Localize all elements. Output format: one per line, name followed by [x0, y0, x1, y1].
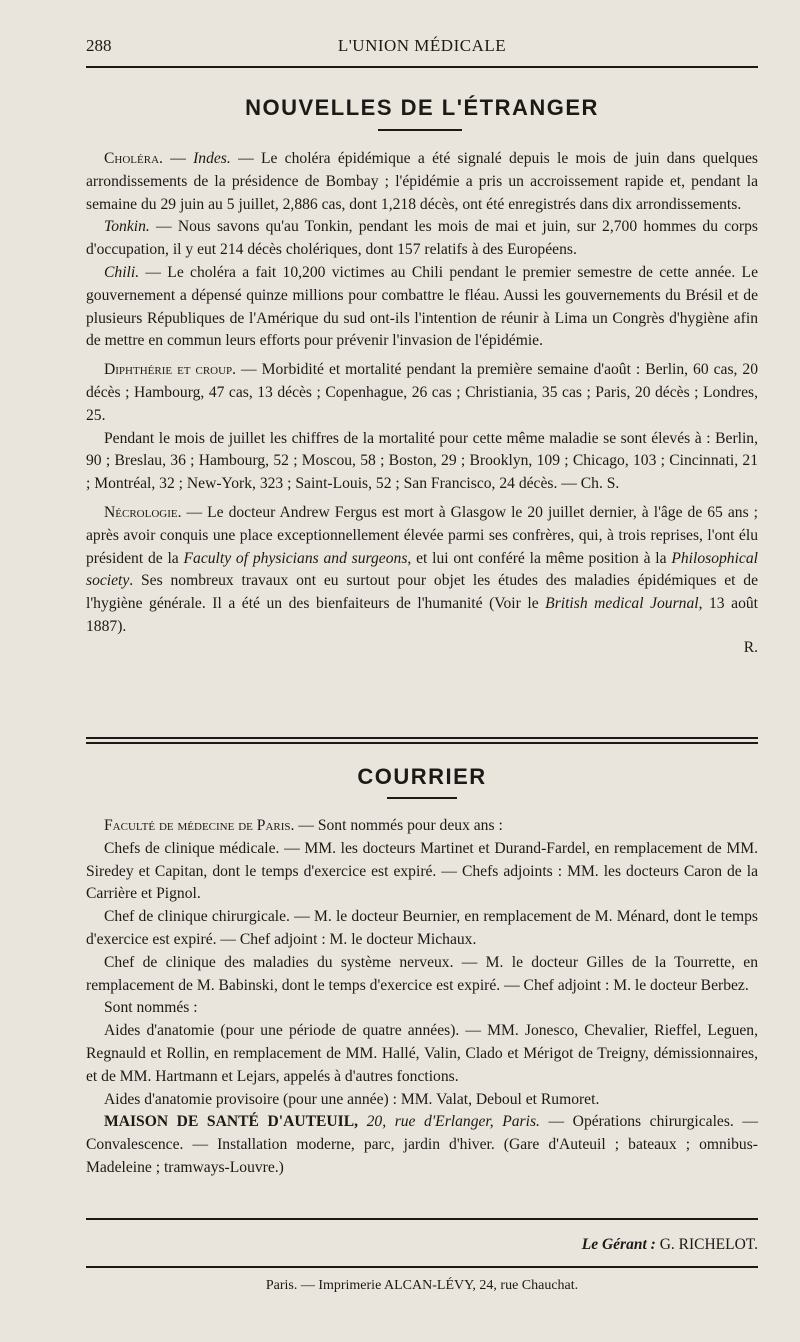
necrologie-heading: Nécrologie.	[104, 503, 182, 521]
cholera-indes-paragraph: Choléra. — Indes. — Le choléra épidémique a été signalé depuis le mois de juin dans quelques arrondissements de la présidence de Bombay ; l'épidémie a pris un accroissement rapide et, pendant la semaine du 29 juin au 5 juillet, 2,886 cas, dont 1,218 décès, ont été enregistrés dans dix arrondissements.	[86, 150, 759, 213]
clinique-chirurgicale-paragraph: Chef de clinique chirurgicale. — M. le docteur Beurnier, en remplacement de M. Ménard, dont le temps d'exercice est expiré. — Chef adjoint : M. le docteur Michaux.	[86, 908, 758, 948]
faculty-name: Faculty of physicians and surgeons	[183, 549, 408, 567]
cholera-heading: Choléra.	[104, 150, 163, 167]
gerant-name: G. RICHELOT.	[659, 1236, 758, 1253]
chili-label: Chili.	[104, 263, 140, 281]
chili-text: Le choléra a fait 10,200 victimes au Chili pendant le premier semestre de cette année. Le gouvernement a dépensé quinze millions pour combattre le fléau. Aussi les gouvernements du Brésil et de plusieurs Républiques de l'Amérique du sud ont-ils l'intention de réunir à Lima un Congrès d'hygiène afin de mettre en commun leurs efforts pour prévenir l'invasion de l'épidémie.	[86, 263, 758, 350]
section-divider-top	[86, 737, 758, 739]
maison-name: MAISON DE SANTÉ D'AUTEUIL,	[104, 1113, 359, 1131]
nouvelles-body	[86, 148, 758, 660]
necrologie-paragraph: Nécrologie. — Le docteur Andrew Fergus est mort à Glasgow le 20 juillet dernier, à l'âge de 65 ans ; après avoir conquis une place exceptionnellement élevée parmi ses confrères, qui, à trois reprises, l'ont élu président de la Faculty of physicians and surgeons, et lui ont conféré la même position à la Philosophical society. Ses nombreux travaux ont eu surtout pour objet les études des maladies épidémiques et de l'hygiène générale. Il a été un des bienfaiteurs de l'humanité (Voir le British medical Journal, 13 août 1887).	[86, 503, 758, 635]
faculte-text: — Sont nommés pour deux ans :	[298, 817, 503, 834]
gerant-label: Le Gérant :	[581, 1236, 656, 1253]
tonkin-paragraph: Tonkin. — Nous savons qu'au Tonkin, pendant les mois de mai et juin, sur 2,700 hommes du corps d'occupation, il y eut 214 décès cholériques, dont 157 relatifs à des Européens.	[86, 218, 758, 259]
indes-text: Le choléra épidémique a été signalé depuis le mois de juin dans quelques arrondissements de la présidence de Bombay ; l'épidémie a pris un accroissement rapide et, pendant la semaine du 29 juin au 5 juillet, 2,886 cas, dont 1,218 décès, ont été enregistrés dans dix arrondissements.	[86, 150, 759, 213]
aides-anatomie-paragraph: Aides d'anatomie (pour une période de quatre années). — MM. Jonesco, Chevalier, Rieffel, Leguen, Regnauld et Rollin, en remplacement de MM. Hallé, Valin, Clado et Mérigot de Treigny, démissionnaires, et de MM. Hartmann et Lejars, appelés à d'autres fonctions.	[86, 1022, 758, 1085]
clinique-medicale-paragraph: Chefs de clinique médicale. — MM. les docteurs Martinet et Durand-Fardel, en remplacement de MM. Siredey et Capitan, dont le temps d'exercice est expiré. — Chefs adjoints : MM. les docteurs Caron de la Carrière et Pignol.	[86, 839, 758, 903]
section-divider-bottom	[86, 742, 758, 744]
maison-sante-paragraph	[86, 1111, 758, 1179]
footer-rule-mid	[86, 1266, 758, 1268]
faculte-heading: Faculté de médecine de Paris.	[104, 817, 295, 834]
chili-paragraph: Chili. — Le choléra a fait 10,200 victimes au Chili pendant le premier semestre de cette année. Le gouvernement a dépensé quinze millions pour combattre le fléau. Aussi les gouvernements du Brésil et de plusieurs Républiques de l'Amérique du sud ont-ils l'intention de réunir à Lima un Congrès d'hygiène afin de mettre en commun leurs efforts pour prévenir l'invasion de l'épidémie.	[86, 263, 758, 350]
diphtherie-paragraph-2	[86, 428, 758, 496]
printer-line: Paris. — Imprimerie ALCAN-LÉVY, 24, rue Chauchat.	[265, 1278, 579, 1293]
running-header	[86, 36, 758, 62]
maison-text: — Opérations chirurgicales. — Convalescence. — Installation moderne, parc, jardin d'hiver. (Gare d'Auteuil ; bateaux ; omnibus-Madeleine ; tramways-Louvre.)	[86, 1113, 758, 1176]
maison-address: 20, rue d'Erlanger, Paris.	[366, 1113, 540, 1131]
tonkin-text: Nous savons qu'au Tonkin, pendant les mois de mai et juin, sur 2,700 hommes du corps d'occupation, il y eut 214 décès cholériques, dont 157 relatifs à des Européens.	[86, 218, 758, 259]
diphtherie-heading: Diphthérie et croup.	[104, 361, 237, 379]
philosophical-society: Philosophical society	[86, 549, 758, 590]
courrier-underline	[387, 797, 457, 799]
diphtherie-text-1: Morbidité et mortalité pendant la première semaine d'août : Berlin, 60 cas, 20 décès ; Hambourg, 47 cas, 13 décès ; Copenhague, 26 cas ; Christiania, 35 cas ; Paris, 20 décès ; Londres, 25.	[86, 361, 759, 424]
diphtherie-paragraph: Diphthérie et croup. — Morbidité et mortalité pendant la première semaine d'août : Berlin, 60 cas, 20 décès ; Hambourg, 47 cas, 13 décès ; Copenhague, 26 cas ; Christiania, 35 cas ; Paris, 20 décès ; Londres, 25.	[86, 361, 759, 424]
title-underline	[378, 129, 462, 131]
necrologie-signature: R.	[743, 638, 758, 656]
faculte-paragraph	[86, 815, 758, 838]
section-title-courrier: COURRIER	[357, 764, 487, 789]
bmj-title: British medical Journal	[545, 595, 699, 613]
footer-rule-top	[86, 1218, 758, 1220]
sont-nommes: Sont nommés :	[104, 999, 198, 1017]
gerant-line	[86, 1236, 758, 1254]
page-number: 288	[86, 36, 112, 55]
necrologie-text-2: , et lui ont conféré la même position à la	[407, 549, 667, 567]
journal-title: L'UNION MÉDICALE	[337, 36, 507, 55]
diphtherie-text-2: Pendant le mois de juillet les chiffres de la mortalité pour cette même maladie se sont élevés à : Berlin, 90 ; Breslau, 36 ; Hambourg, 52 ; Moscou, 58 ; Boston, 29 ; Brooklyn, 109 ; Chicago, 103 ; Cincinnati, 21 ; Montréal, 32 ; New-York, 323 ; Saint-Louis, 52 ; San Francisco, 24 décès. — Ch. S.	[86, 429, 758, 493]
tonkin-label: Tonkin.	[104, 218, 150, 236]
necrologie-text-4: , 13 août 1887).	[86, 595, 758, 635]
courrier-body	[86, 815, 758, 1180]
section-title-nouvelles: NOUVELLES DE L'ÉTRANGER	[245, 95, 599, 120]
necrologie-text-3: . Ses nombreux travaux ont eu surtout pour objet les études des maladies épidémiques et de l'hygiène générale. Il a été un des bienfaiteurs de l'humanité (Voir le	[86, 572, 758, 613]
aides-provisoire-paragraph: Aides d'anatomie provisoire (pour une année) : MM. Valat, Deboul et Rumoret.	[104, 1090, 600, 1108]
clinique-nerveux-paragraph: Chef de clinique des maladies du système nerveux. — M. le docteur Gilles de la Tourrette, en remplacement de M. Babinski, dont le temps d'exercice est expiré. — Chef adjoint : M. le docteur Berbez.	[86, 953, 758, 994]
necrologie-text-1: Le docteur Andrew Fergus est mort à Glasgow le 20 juillet dernier, à l'âge de 65 ans ; après avoir conquis une place exceptionnellement élevée parmi ses confrères, qui, à trois reprises, l'ont élu président de la	[86, 503, 758, 567]
indes-label: Indes.	[193, 150, 231, 167]
header-rule	[86, 66, 758, 68]
